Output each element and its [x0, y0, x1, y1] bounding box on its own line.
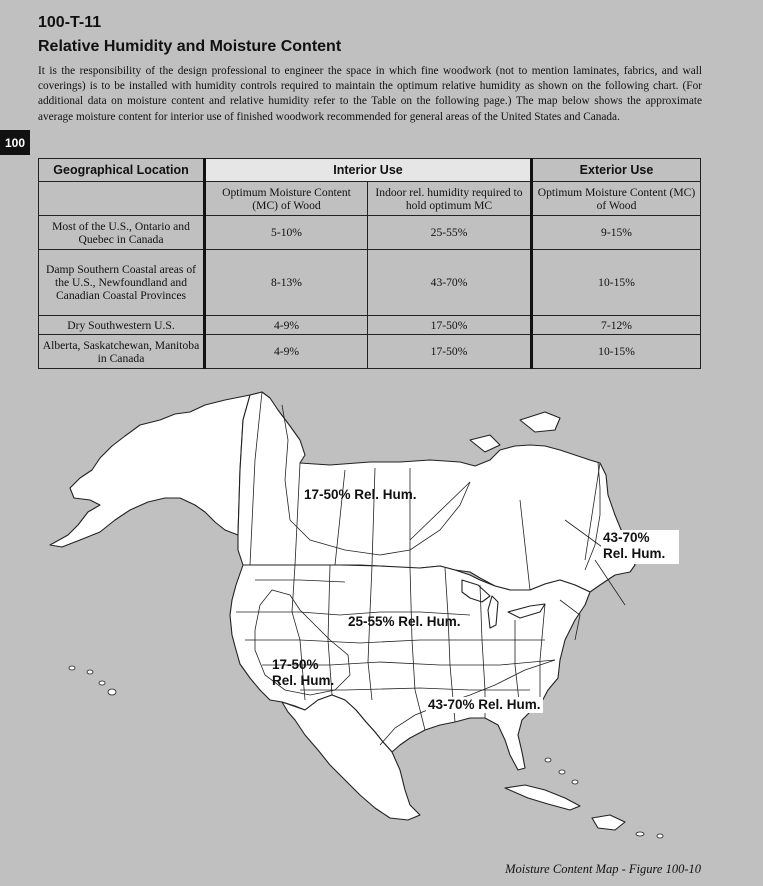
header-int-rh: Indoor rel. humidity required to hold optimum MC: [368, 182, 532, 216]
table-row: [39, 216, 701, 250]
hispaniola-shape: [592, 815, 625, 830]
island-shape: [559, 770, 565, 774]
island-shape: [636, 832, 644, 836]
table-row: [39, 335, 701, 369]
row-ext-mc: 7-12%: [532, 316, 701, 335]
row-location: Most of the U.S., Ontario and Quebec in Canada: [39, 216, 205, 250]
row-rh: 43-70%: [368, 250, 532, 316]
row-location: Dry Southwestern U.S.: [39, 316, 205, 335]
header-interior: [205, 159, 532, 182]
map-label-east-line1: 43-70%: [603, 530, 650, 545]
table-row: [39, 250, 701, 316]
document-code: 100-T-11: [38, 14, 102, 31]
island-shape: [69, 666, 75, 670]
table-row: [39, 316, 701, 335]
map-label-southwest-line1: 17-50%: [272, 657, 319, 672]
map-label-central: 25-55% Rel. Hum.: [348, 614, 461, 629]
alaska-shape: [50, 395, 250, 547]
figure-caption: Moisture Content Map - Figure 100-10: [505, 862, 701, 876]
header-int-mc: Optimum Moisture Content (MC) of Wood: [205, 182, 368, 216]
map-label-southwest-line2: Rel. Hum.: [272, 673, 335, 688]
page-title: Relative Humidity and Moisture Content: [38, 38, 342, 55]
row-location: Alberta, Saskatchewan, Manitoba in Canada: [39, 335, 205, 369]
map-label-southeast: 43-70% Rel. Hum.: [428, 697, 541, 712]
header-geo: Geographical Location: [39, 159, 205, 182]
island-shape: [87, 670, 93, 674]
cuba-shape: [505, 785, 580, 810]
island-shape: [470, 435, 500, 452]
header-interior-label: Interior Use: [333, 163, 403, 177]
row-int-mc: 8-13%: [205, 250, 368, 316]
row-ext-mc: 10-15%: [532, 335, 701, 369]
island-shape: [572, 780, 578, 784]
map-label-east-line2: Rel. Hum.: [603, 546, 666, 561]
map-label-east: [601, 530, 679, 564]
row-int-mc: 5-10%: [205, 216, 368, 250]
row-ext-mc: 9-15%: [532, 216, 701, 250]
header-blank: [39, 182, 205, 216]
moisture-content-table: [38, 158, 701, 369]
row-int-mc: 4-9%: [205, 316, 368, 335]
section-tab: 100: [0, 130, 30, 155]
header-exterior: Exterior Use: [532, 159, 701, 182]
island-shape: [657, 834, 663, 838]
map-label-north: 17-50% Rel. Hum.: [304, 487, 417, 502]
island-shape: [99, 681, 105, 685]
island-shape: [520, 412, 560, 432]
row-rh: 25-55%: [368, 216, 532, 250]
header-ext-mc: Optimum Moisture Content (MC) of Wood: [532, 182, 701, 216]
row-location: Damp Southern Coastal areas of the U.S., Newfoundland and Canadian Coastal Provinces: [39, 250, 205, 316]
island-shape: [545, 758, 551, 762]
map-label-southwest: [270, 657, 336, 689]
row-ext-mc: 10-15%: [532, 250, 701, 316]
row-int-mc: 4-9%: [205, 335, 368, 369]
canada-shape: [238, 392, 635, 592]
row-rh: 17-50%: [368, 335, 532, 369]
row-rh: 17-50%: [368, 316, 532, 335]
island-shape: [108, 689, 116, 695]
intro-paragraph: It is the responsibility of the design professional to engineer the space in which fine woodwork (not to mention laminates, fabrics, and wall coverings) is to be installed with humidity controls required to maintain the optimum relative humidity as shown on the following chart. (For additional data on moisture content and relative humidity refer to the Table on the following page.) The map below shows the approximate average moisture content for interior use of finished woodwork recommended for general areas of the United States and Canada.: [38, 65, 702, 123]
